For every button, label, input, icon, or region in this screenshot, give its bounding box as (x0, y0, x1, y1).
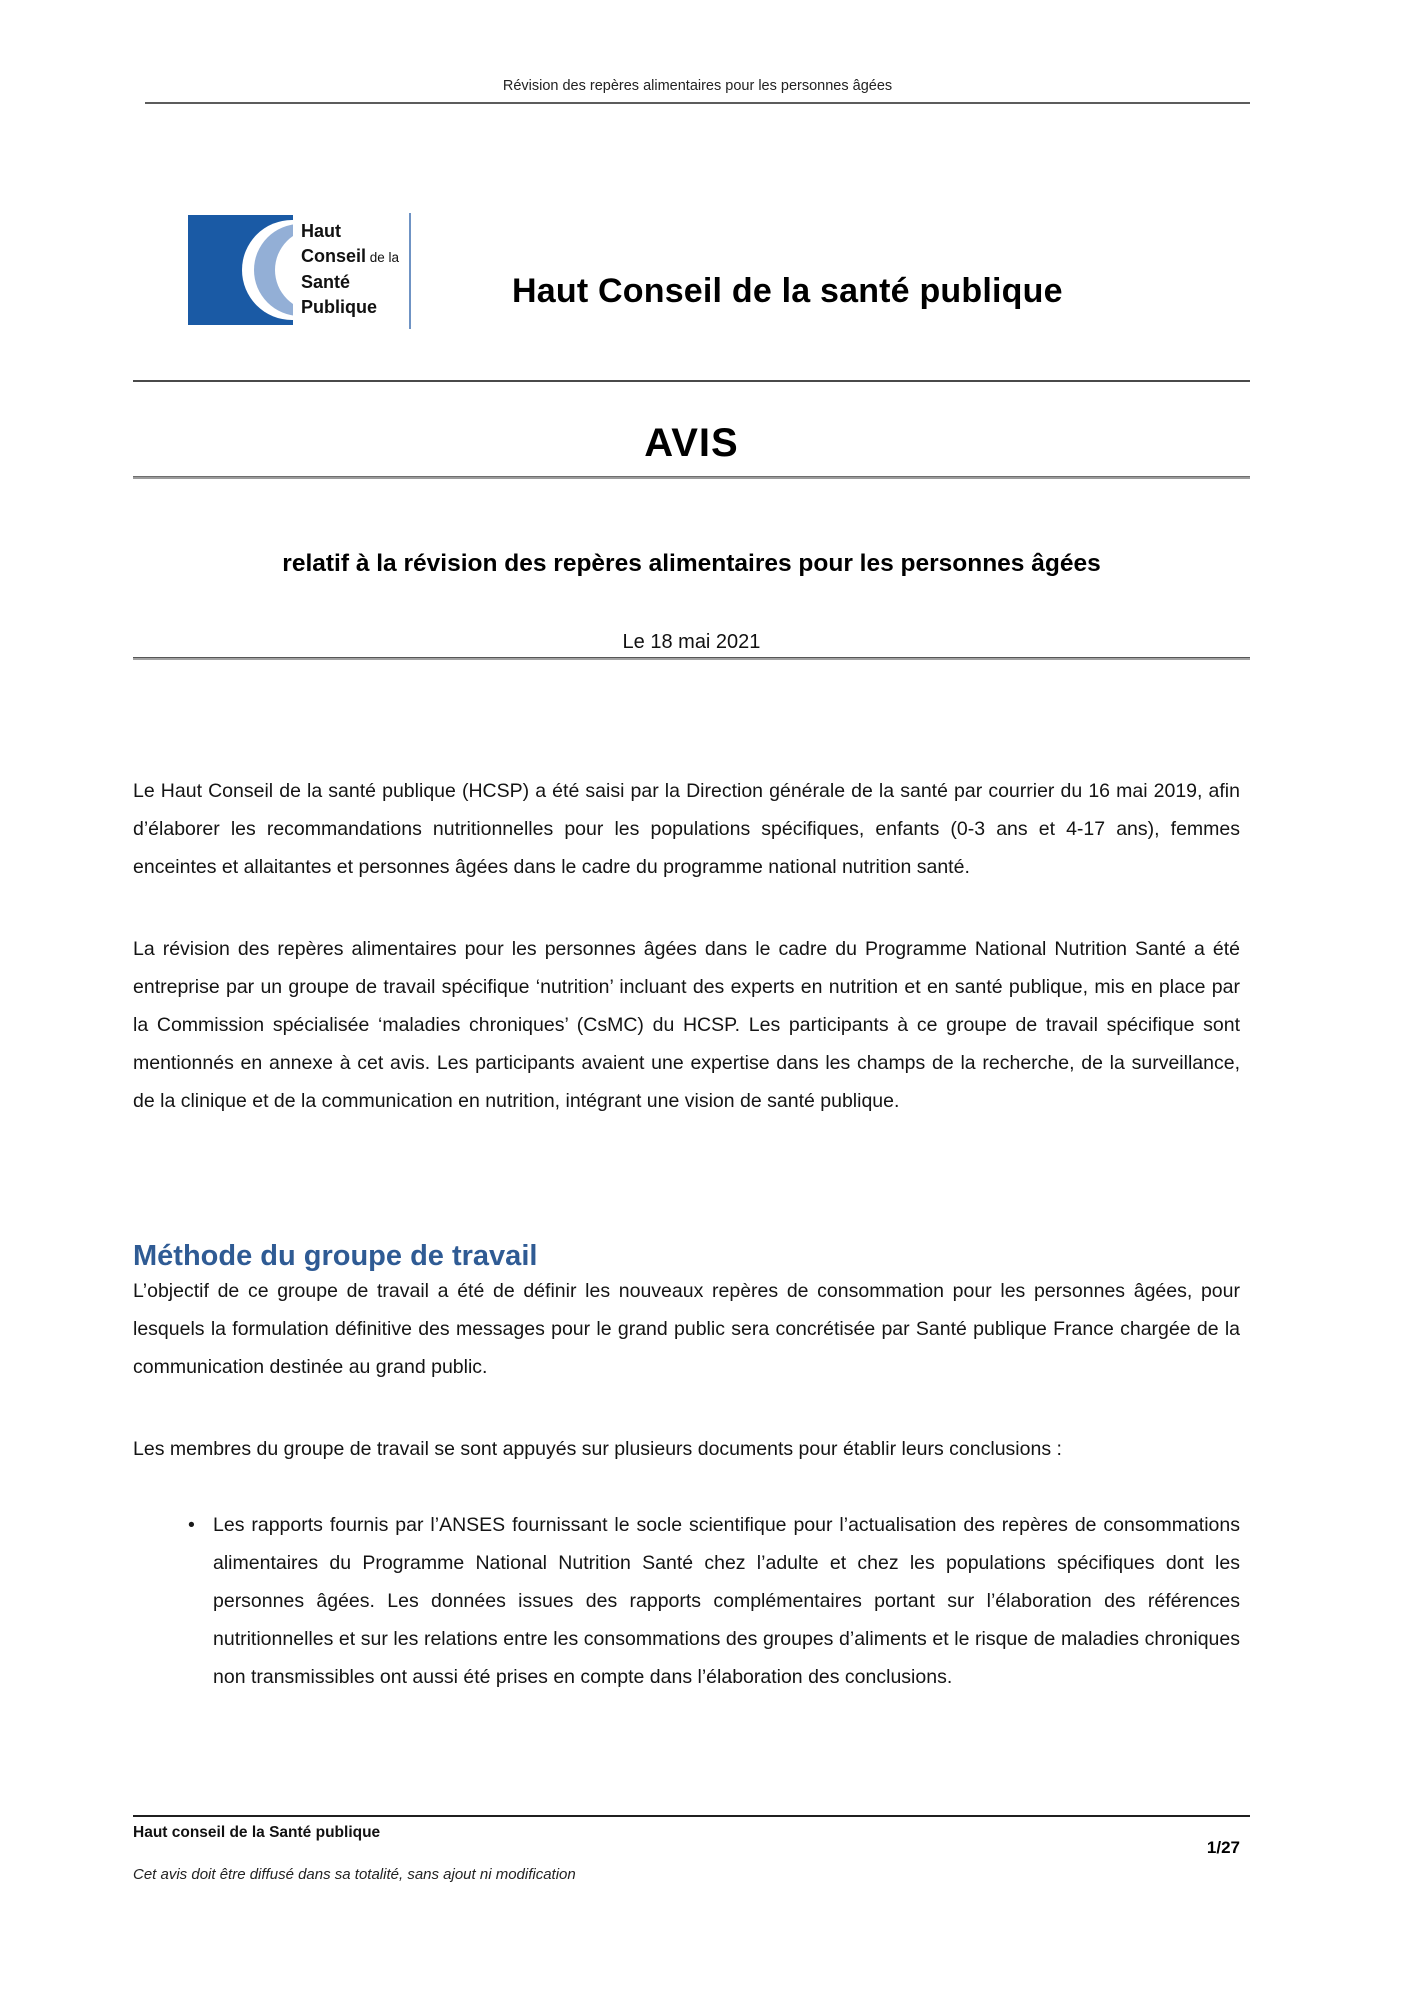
section-heading-methode: Méthode du groupe de travail (133, 1240, 538, 1273)
paragraph-methode-2: Les membres du groupe de travail se sont appuyés sur plusieurs documents pour établir leurs conclusions : (133, 1437, 1062, 1460)
running-header-text: Révision des repères alimentaires pour les personnes âgées (502, 78, 893, 94)
bullet-item (133, 1506, 1240, 1696)
logo-line-1: Haut (301, 221, 341, 241)
footer-note: Cet avis doit être diffusé dans sa totalité, sans ajout ni modification (133, 1866, 576, 1883)
bullet-text: Les rapports fournis par l’ANSES fournissant le socle scientifique pour l’actualisation des repères de consommations alimentaires du Programme National Nutrition Santé chez l’adulte et chez les populations spécifiques dont les personnes âgées. Les données issues des rapports complémentaires portant sur l’élaboration des références nutritionnelles et sur les relations entre les consommations des groupes d’aliments et le risque de maladies chroniques non transmissibles ont aussi été prises en compte dans l’élaboration des conclusions. (213, 1514, 1240, 1688)
running-header-rule (145, 102, 1250, 104)
hcsp-logo-wordmark (301, 219, 399, 320)
avis-heading: AVIS (644, 421, 739, 465)
paragraph-intro-1: Le Haut Conseil de la santé publique (HCSP) a été saisi par la Direction générale de la santé par courrier du 16 mai 2019, afin d’élaborer les recommandations nutritionnelles pour les populations spécifiques, enfants (0-3 ans et 4-17 ans), femmes enceintes et allaitantes et personnes âgées dans le cadre du programme national nutrition santé. (133, 779, 1240, 878)
avis-bottom-rule (133, 476, 1250, 479)
logo-line-3: Santé (301, 272, 351, 292)
doc-subtitle: relatif à la révision des repères alimentaires pour les personnes âgées (282, 550, 1101, 577)
logo-line-4: Publique (301, 297, 377, 317)
paragraph-intro-2: La révision des repères alimentaires pour les personnes âgées dans le cadre du Programme National Nutrition Santé a été entreprise par un groupe de travail spécifique ‘nutrition’ incluant des experts en nutrition et en santé publique, mis en place par la Commission spécialisée ‘maladies chroniques’ (CsMC) du HCSP. Les participants à ce groupe de travail spécifique sont mentionnés en annexe à cet avis. Les participants avaient une expertise dans les champs de la recherche, de la surveillance, de la clinique et de la communication en nutrition, intégrant une vision de santé publique. (133, 937, 1240, 1112)
footer-org-name: Haut conseil de la Santé publique (133, 1824, 381, 1841)
hcsp-logo-icon (188, 215, 293, 330)
bullet-marker: • (188, 1514, 195, 1536)
org-title: Haut Conseil de la santé publique (512, 272, 1063, 310)
logo-line-2: Conseil de la (301, 246, 400, 266)
date-bottom-rule (133, 657, 1250, 660)
doc-date: Le 18 mai 2021 (622, 631, 761, 653)
title-top-rule (133, 380, 1250, 382)
footer-rule (133, 1815, 1250, 1817)
page-number: 1/27 (1206, 1838, 1240, 1857)
logo-divider-line (409, 213, 411, 329)
paragraph-methode-1: L’objectif de ce groupe de travail a été de définir les nouveaux repères de consommation pour les personnes âgées, pour lesquels la formulation définitive des messages pour le grand public sera concrétisée par Santé publique France chargée de la communication destinée au grand public. (133, 1279, 1240, 1378)
